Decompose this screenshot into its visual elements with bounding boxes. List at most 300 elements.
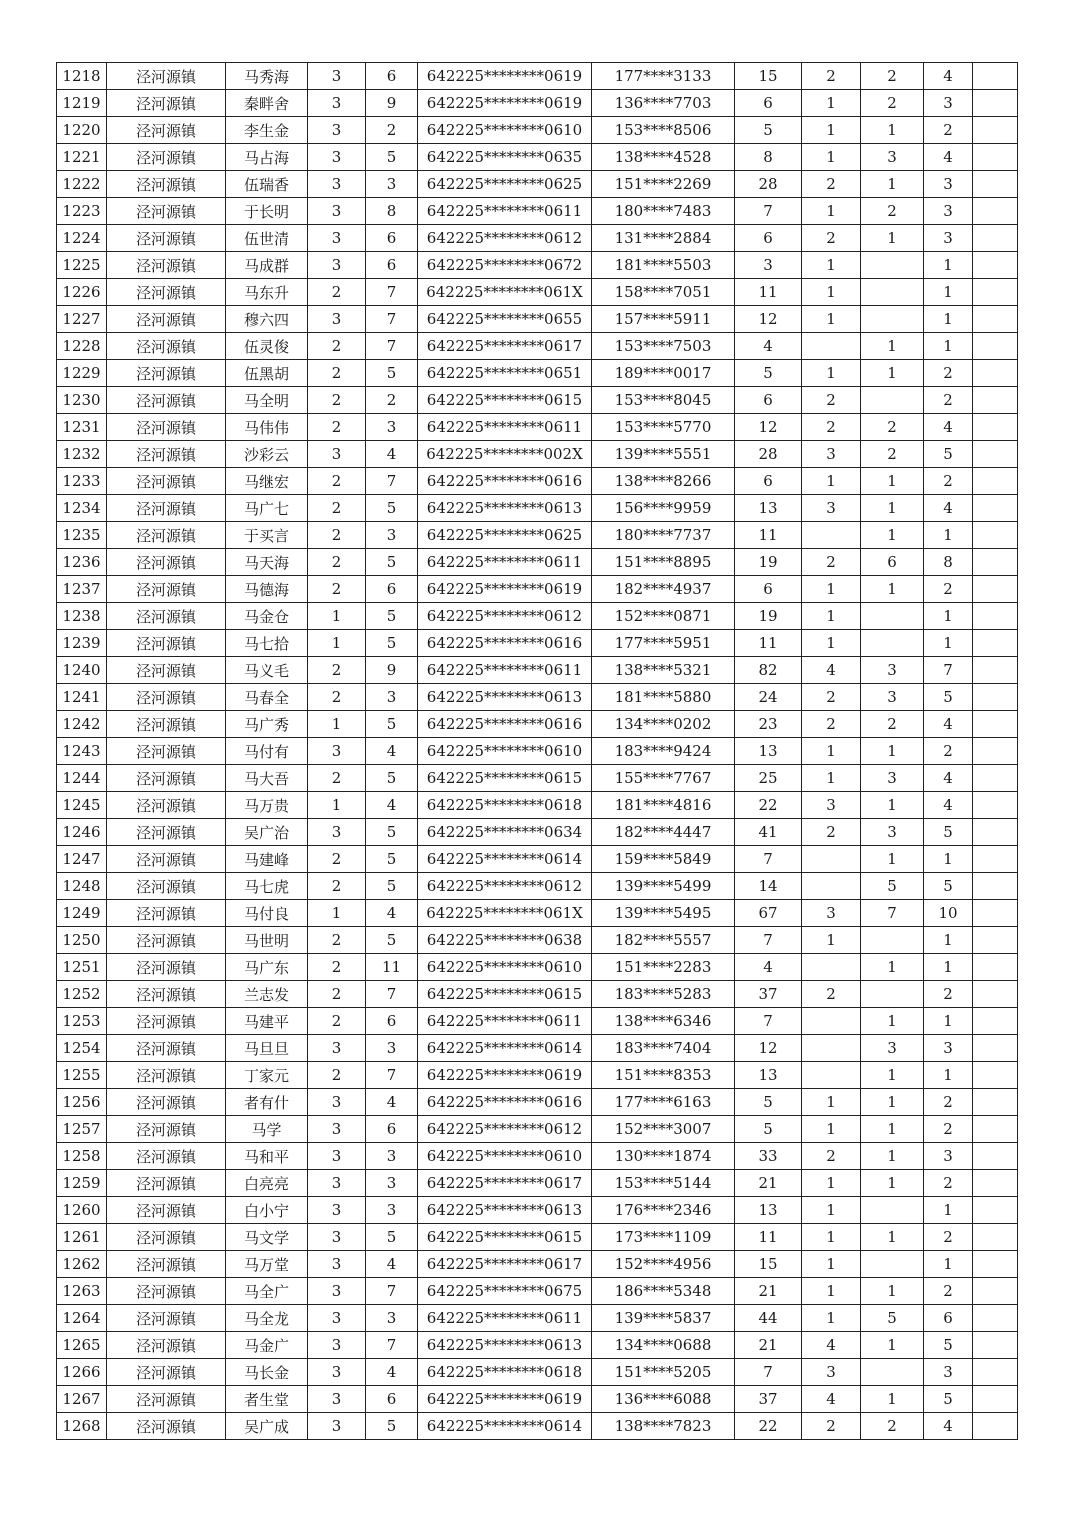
col-c-cell: 13 bbox=[735, 1062, 802, 1089]
col-e-cell: 3 bbox=[861, 765, 924, 792]
col-d-cell bbox=[802, 873, 861, 900]
col-e-cell: 1 bbox=[861, 171, 924, 198]
name-cell: 白小宁 bbox=[226, 1197, 308, 1224]
col-a-cell: 3 bbox=[308, 225, 366, 252]
col-a-cell: 3 bbox=[308, 1035, 366, 1062]
remark-cell bbox=[973, 1116, 1018, 1143]
town-cell: 泾河源镇 bbox=[107, 1224, 226, 1251]
row-number-cell: 1246 bbox=[57, 819, 107, 846]
row-number-cell: 1244 bbox=[57, 765, 107, 792]
col-c-cell: 7 bbox=[735, 927, 802, 954]
col-b-cell: 6 bbox=[366, 225, 418, 252]
id-number-cell: 642225********0613 bbox=[418, 684, 592, 711]
col-e-cell: 2 bbox=[861, 414, 924, 441]
town-cell: 泾河源镇 bbox=[107, 360, 226, 387]
col-f-cell: 1 bbox=[924, 1008, 973, 1035]
col-f-cell: 2 bbox=[924, 1224, 973, 1251]
phone-cell: 151****8353 bbox=[592, 1062, 735, 1089]
col-d-cell bbox=[802, 522, 861, 549]
phone-cell: 134****0688 bbox=[592, 1332, 735, 1359]
row-number-cell: 1220 bbox=[57, 117, 107, 144]
col-e-cell: 1 bbox=[861, 1224, 924, 1251]
col-f-cell: 2 bbox=[924, 981, 973, 1008]
col-f-cell: 5 bbox=[924, 684, 973, 711]
col-c-cell: 5 bbox=[735, 1089, 802, 1116]
remark-cell bbox=[973, 252, 1018, 279]
col-e-cell: 1 bbox=[861, 1278, 924, 1305]
col-f-cell: 1 bbox=[924, 603, 973, 630]
col-d-cell: 3 bbox=[802, 792, 861, 819]
name-cell: 马七拾 bbox=[226, 630, 308, 657]
town-cell: 泾河源镇 bbox=[107, 1332, 226, 1359]
col-c-cell: 21 bbox=[735, 1332, 802, 1359]
id-number-cell: 642225********0615 bbox=[418, 981, 592, 1008]
row-number-cell: 1228 bbox=[57, 333, 107, 360]
col-f-cell: 5 bbox=[924, 441, 973, 468]
remark-cell bbox=[973, 1089, 1018, 1116]
remark-cell bbox=[973, 360, 1018, 387]
phone-cell: 152****3007 bbox=[592, 1116, 735, 1143]
col-d-cell bbox=[802, 1008, 861, 1035]
remark-cell bbox=[973, 63, 1018, 90]
col-a-cell: 3 bbox=[308, 90, 366, 117]
town-cell: 泾河源镇 bbox=[107, 927, 226, 954]
col-d-cell: 2 bbox=[802, 819, 861, 846]
col-a-cell: 2 bbox=[308, 684, 366, 711]
row-number-cell: 1263 bbox=[57, 1278, 107, 1305]
id-number-cell: 642225********0635 bbox=[418, 144, 592, 171]
remark-cell bbox=[973, 1170, 1018, 1197]
phone-cell: 182****4937 bbox=[592, 576, 735, 603]
id-number-cell: 642225********0615 bbox=[418, 765, 592, 792]
col-f-cell: 6 bbox=[924, 1305, 973, 1332]
table-row bbox=[57, 1089, 1018, 1116]
phone-cell: 177****6163 bbox=[592, 1089, 735, 1116]
col-b-cell: 4 bbox=[366, 738, 418, 765]
col-b-cell: 7 bbox=[366, 279, 418, 306]
town-cell: 泾河源镇 bbox=[107, 306, 226, 333]
table-row bbox=[57, 657, 1018, 684]
row-number-cell: 1248 bbox=[57, 873, 107, 900]
row-number-cell: 1250 bbox=[57, 927, 107, 954]
col-e-cell: 1 bbox=[861, 495, 924, 522]
col-a-cell: 2 bbox=[308, 387, 366, 414]
col-a-cell: 2 bbox=[308, 576, 366, 603]
col-a-cell: 3 bbox=[308, 1197, 366, 1224]
col-a-cell: 3 bbox=[308, 252, 366, 279]
town-cell: 泾河源镇 bbox=[107, 711, 226, 738]
table-row bbox=[57, 63, 1018, 90]
col-b-cell: 4 bbox=[366, 792, 418, 819]
id-number-cell: 642225********0638 bbox=[418, 927, 592, 954]
col-f-cell: 5 bbox=[924, 873, 973, 900]
town-cell: 泾河源镇 bbox=[107, 630, 226, 657]
remark-cell bbox=[973, 468, 1018, 495]
col-c-cell: 19 bbox=[735, 603, 802, 630]
name-cell: 马学 bbox=[226, 1116, 308, 1143]
col-d-cell: 2 bbox=[802, 171, 861, 198]
table-row bbox=[57, 117, 1018, 144]
remark-cell bbox=[973, 684, 1018, 711]
col-d-cell: 1 bbox=[802, 117, 861, 144]
row-number-cell: 1267 bbox=[57, 1386, 107, 1413]
col-a-cell: 3 bbox=[308, 441, 366, 468]
phone-cell: 182****4447 bbox=[592, 819, 735, 846]
phone-cell: 181****4816 bbox=[592, 792, 735, 819]
id-number-cell: 642225********0611 bbox=[418, 414, 592, 441]
col-b-cell: 3 bbox=[366, 414, 418, 441]
col-c-cell: 6 bbox=[735, 576, 802, 603]
row-number-cell: 1253 bbox=[57, 1008, 107, 1035]
remark-cell bbox=[973, 1278, 1018, 1305]
table-row bbox=[57, 468, 1018, 495]
remark-cell bbox=[973, 711, 1018, 738]
col-f-cell: 3 bbox=[924, 1035, 973, 1062]
col-b-cell: 4 bbox=[366, 441, 418, 468]
name-cell: 马全龙 bbox=[226, 1305, 308, 1332]
remark-cell bbox=[973, 846, 1018, 873]
col-d-cell: 4 bbox=[802, 657, 861, 684]
col-a-cell: 3 bbox=[308, 1386, 366, 1413]
col-c-cell: 12 bbox=[735, 306, 802, 333]
col-b-cell: 6 bbox=[366, 63, 418, 90]
town-cell: 泾河源镇 bbox=[107, 954, 226, 981]
town-cell: 泾河源镇 bbox=[107, 1413, 226, 1440]
name-cell: 马秀海 bbox=[226, 63, 308, 90]
col-a-cell: 2 bbox=[308, 927, 366, 954]
remark-cell bbox=[973, 198, 1018, 225]
table-row bbox=[57, 225, 1018, 252]
id-number-cell: 642225********0611 bbox=[418, 1305, 592, 1332]
id-number-cell: 642225********0611 bbox=[418, 1008, 592, 1035]
col-a-cell: 3 bbox=[308, 63, 366, 90]
col-c-cell: 6 bbox=[735, 90, 802, 117]
col-c-cell: 13 bbox=[735, 1197, 802, 1224]
col-d-cell: 1 bbox=[802, 1170, 861, 1197]
col-c-cell: 21 bbox=[735, 1170, 802, 1197]
id-number-cell: 642225********0610 bbox=[418, 117, 592, 144]
row-number-cell: 1224 bbox=[57, 225, 107, 252]
col-b-cell: 5 bbox=[366, 495, 418, 522]
col-b-cell: 5 bbox=[366, 846, 418, 873]
col-e-cell: 2 bbox=[861, 1413, 924, 1440]
col-b-cell: 7 bbox=[366, 1278, 418, 1305]
col-c-cell: 15 bbox=[735, 63, 802, 90]
phone-cell: 186****5348 bbox=[592, 1278, 735, 1305]
col-e-cell bbox=[861, 1197, 924, 1224]
col-f-cell: 4 bbox=[924, 63, 973, 90]
remark-cell bbox=[973, 927, 1018, 954]
id-number-cell: 642225********061X bbox=[418, 900, 592, 927]
table-body bbox=[57, 63, 1018, 1440]
col-b-cell: 4 bbox=[366, 1089, 418, 1116]
table-row bbox=[57, 954, 1018, 981]
col-f-cell: 1 bbox=[924, 927, 973, 954]
remark-cell bbox=[973, 522, 1018, 549]
name-cell: 兰志发 bbox=[226, 981, 308, 1008]
id-number-cell: 642225********0619 bbox=[418, 63, 592, 90]
remark-cell bbox=[973, 657, 1018, 684]
col-f-cell: 2 bbox=[924, 360, 973, 387]
col-d-cell: 1 bbox=[802, 1197, 861, 1224]
col-a-cell: 3 bbox=[308, 1305, 366, 1332]
town-cell: 泾河源镇 bbox=[107, 387, 226, 414]
name-cell: 伍黑胡 bbox=[226, 360, 308, 387]
phone-cell: 157****5911 bbox=[592, 306, 735, 333]
remark-cell bbox=[973, 1008, 1018, 1035]
col-b-cell: 6 bbox=[366, 1008, 418, 1035]
table-row bbox=[57, 1278, 1018, 1305]
row-number-cell: 1259 bbox=[57, 1170, 107, 1197]
phone-cell: 139****5551 bbox=[592, 441, 735, 468]
col-f-cell: 5 bbox=[924, 1332, 973, 1359]
col-f-cell: 4 bbox=[924, 414, 973, 441]
town-cell: 泾河源镇 bbox=[107, 522, 226, 549]
col-c-cell: 13 bbox=[735, 495, 802, 522]
col-e-cell: 1 bbox=[861, 225, 924, 252]
id-number-cell: 642225********0655 bbox=[418, 306, 592, 333]
town-cell: 泾河源镇 bbox=[107, 252, 226, 279]
col-a-cell: 3 bbox=[308, 1224, 366, 1251]
col-b-cell: 3 bbox=[366, 684, 418, 711]
col-b-cell: 5 bbox=[366, 765, 418, 792]
col-b-cell: 4 bbox=[366, 900, 418, 927]
col-b-cell: 6 bbox=[366, 1386, 418, 1413]
name-cell: 马万贵 bbox=[226, 792, 308, 819]
row-number-cell: 1235 bbox=[57, 522, 107, 549]
table-row bbox=[57, 603, 1018, 630]
town-cell: 泾河源镇 bbox=[107, 819, 226, 846]
col-b-cell: 7 bbox=[366, 468, 418, 495]
col-b-cell: 7 bbox=[366, 333, 418, 360]
col-a-cell: 3 bbox=[308, 1332, 366, 1359]
col-f-cell: 1 bbox=[924, 630, 973, 657]
col-a-cell: 2 bbox=[308, 279, 366, 306]
remark-cell bbox=[973, 90, 1018, 117]
table-row bbox=[57, 1224, 1018, 1251]
remark-cell bbox=[973, 1224, 1018, 1251]
town-cell: 泾河源镇 bbox=[107, 738, 226, 765]
row-number-cell: 1234 bbox=[57, 495, 107, 522]
col-c-cell: 24 bbox=[735, 684, 802, 711]
phone-cell: 155****7767 bbox=[592, 765, 735, 792]
col-f-cell: 1 bbox=[924, 1251, 973, 1278]
remark-cell bbox=[973, 495, 1018, 522]
col-f-cell: 3 bbox=[924, 225, 973, 252]
col-a-cell: 3 bbox=[308, 306, 366, 333]
table-row bbox=[57, 522, 1018, 549]
col-e-cell bbox=[861, 387, 924, 414]
remark-cell bbox=[973, 117, 1018, 144]
col-a-cell: 2 bbox=[308, 846, 366, 873]
col-f-cell: 4 bbox=[924, 144, 973, 171]
town-cell: 泾河源镇 bbox=[107, 603, 226, 630]
row-number-cell: 1225 bbox=[57, 252, 107, 279]
phone-cell: 139****5495 bbox=[592, 900, 735, 927]
phone-cell: 152****0871 bbox=[592, 603, 735, 630]
col-a-cell: 2 bbox=[308, 657, 366, 684]
col-b-cell: 4 bbox=[366, 1251, 418, 1278]
col-a-cell: 2 bbox=[308, 495, 366, 522]
col-e-cell: 1 bbox=[861, 1143, 924, 1170]
name-cell: 马建峰 bbox=[226, 846, 308, 873]
name-cell: 马万堂 bbox=[226, 1251, 308, 1278]
remark-cell bbox=[973, 603, 1018, 630]
phone-cell: 182****5557 bbox=[592, 927, 735, 954]
table-row bbox=[57, 1251, 1018, 1278]
town-cell: 泾河源镇 bbox=[107, 225, 226, 252]
row-number-cell: 1231 bbox=[57, 414, 107, 441]
col-f-cell: 2 bbox=[924, 1116, 973, 1143]
col-d-cell: 2 bbox=[802, 981, 861, 1008]
id-number-cell: 642225********0612 bbox=[418, 1116, 592, 1143]
col-b-cell: 5 bbox=[366, 927, 418, 954]
id-number-cell: 642225********0616 bbox=[418, 1089, 592, 1116]
row-number-cell: 1245 bbox=[57, 792, 107, 819]
town-cell: 泾河源镇 bbox=[107, 279, 226, 306]
name-cell: 白亮亮 bbox=[226, 1170, 308, 1197]
remark-cell bbox=[973, 981, 1018, 1008]
col-f-cell: 4 bbox=[924, 1413, 973, 1440]
col-e-cell: 1 bbox=[861, 117, 924, 144]
col-f-cell: 1 bbox=[924, 1197, 973, 1224]
row-number-cell: 1232 bbox=[57, 441, 107, 468]
remark-cell bbox=[973, 441, 1018, 468]
col-d-cell: 1 bbox=[802, 765, 861, 792]
col-a-cell: 3 bbox=[308, 1170, 366, 1197]
col-f-cell: 4 bbox=[924, 765, 973, 792]
table-row bbox=[57, 1062, 1018, 1089]
col-f-cell: 2 bbox=[924, 117, 973, 144]
row-number-cell: 1239 bbox=[57, 630, 107, 657]
col-b-cell: 2 bbox=[366, 387, 418, 414]
col-a-cell: 2 bbox=[308, 981, 366, 1008]
col-d-cell: 1 bbox=[802, 1251, 861, 1278]
phone-cell: 181****5503 bbox=[592, 252, 735, 279]
phone-cell: 131****2884 bbox=[592, 225, 735, 252]
table-row bbox=[57, 441, 1018, 468]
col-a-cell: 3 bbox=[308, 117, 366, 144]
town-cell: 泾河源镇 bbox=[107, 90, 226, 117]
phone-cell: 158****7051 bbox=[592, 279, 735, 306]
table-row bbox=[57, 792, 1018, 819]
id-number-cell: 642225********0612 bbox=[418, 873, 592, 900]
id-number-cell: 642225********0610 bbox=[418, 738, 592, 765]
row-number-cell: 1229 bbox=[57, 360, 107, 387]
col-c-cell: 23 bbox=[735, 711, 802, 738]
remark-cell bbox=[973, 1386, 1018, 1413]
col-a-cell: 2 bbox=[308, 522, 366, 549]
id-number-cell: 642225********0615 bbox=[418, 387, 592, 414]
table-row bbox=[57, 1197, 1018, 1224]
phone-cell: 173****1109 bbox=[592, 1224, 735, 1251]
col-c-cell: 13 bbox=[735, 738, 802, 765]
col-d-cell: 2 bbox=[802, 414, 861, 441]
col-e-cell bbox=[861, 279, 924, 306]
col-e-cell bbox=[861, 1359, 924, 1386]
data-table bbox=[56, 62, 1018, 1440]
col-c-cell: 12 bbox=[735, 414, 802, 441]
col-a-cell: 2 bbox=[308, 333, 366, 360]
town-cell: 泾河源镇 bbox=[107, 198, 226, 225]
col-d-cell: 1 bbox=[802, 603, 861, 630]
col-f-cell: 1 bbox=[924, 279, 973, 306]
col-c-cell: 4 bbox=[735, 333, 802, 360]
col-b-cell: 3 bbox=[366, 1170, 418, 1197]
table-row bbox=[57, 495, 1018, 522]
col-a-cell: 2 bbox=[308, 954, 366, 981]
col-f-cell: 2 bbox=[924, 1170, 973, 1197]
row-number-cell: 1249 bbox=[57, 900, 107, 927]
town-cell: 泾河源镇 bbox=[107, 1008, 226, 1035]
table-row bbox=[57, 738, 1018, 765]
col-a-cell: 2 bbox=[308, 549, 366, 576]
col-d-cell: 2 bbox=[802, 387, 861, 414]
col-f-cell: 7 bbox=[924, 657, 973, 684]
name-cell: 马全广 bbox=[226, 1278, 308, 1305]
remark-cell bbox=[973, 171, 1018, 198]
town-cell: 泾河源镇 bbox=[107, 1305, 226, 1332]
col-e-cell: 1 bbox=[861, 792, 924, 819]
table-row bbox=[57, 711, 1018, 738]
col-b-cell: 9 bbox=[366, 90, 418, 117]
row-number-cell: 1257 bbox=[57, 1116, 107, 1143]
col-f-cell: 1 bbox=[924, 846, 973, 873]
col-d-cell: 1 bbox=[802, 306, 861, 333]
id-number-cell: 642225********0617 bbox=[418, 333, 592, 360]
name-cell: 马义毛 bbox=[226, 657, 308, 684]
name-cell: 者有什 bbox=[226, 1089, 308, 1116]
col-c-cell: 5 bbox=[735, 117, 802, 144]
col-f-cell: 4 bbox=[924, 711, 973, 738]
col-e-cell: 1 bbox=[861, 846, 924, 873]
col-f-cell: 3 bbox=[924, 1359, 973, 1386]
phone-cell: 151****5205 bbox=[592, 1359, 735, 1386]
col-c-cell: 21 bbox=[735, 1278, 802, 1305]
col-a-cell: 1 bbox=[308, 603, 366, 630]
col-d-cell: 1 bbox=[802, 279, 861, 306]
remark-cell bbox=[973, 144, 1018, 171]
col-b-cell: 5 bbox=[366, 630, 418, 657]
col-c-cell: 41 bbox=[735, 819, 802, 846]
col-e-cell: 2 bbox=[861, 90, 924, 117]
col-d-cell: 1 bbox=[802, 1278, 861, 1305]
table-row bbox=[57, 1170, 1018, 1197]
col-c-cell: 22 bbox=[735, 792, 802, 819]
col-e-cell: 1 bbox=[861, 1008, 924, 1035]
id-number-cell: 642225********0611 bbox=[418, 549, 592, 576]
phone-cell: 130****1874 bbox=[592, 1143, 735, 1170]
table-row bbox=[57, 360, 1018, 387]
col-d-cell: 2 bbox=[802, 684, 861, 711]
table-row bbox=[57, 1386, 1018, 1413]
phone-cell: 159****5849 bbox=[592, 846, 735, 873]
phone-cell: 180****7737 bbox=[592, 522, 735, 549]
col-e-cell bbox=[861, 306, 924, 333]
table-row bbox=[57, 846, 1018, 873]
col-c-cell: 5 bbox=[735, 360, 802, 387]
remark-cell bbox=[973, 819, 1018, 846]
phone-cell: 183****7404 bbox=[592, 1035, 735, 1062]
col-f-cell: 3 bbox=[924, 171, 973, 198]
name-cell: 马文学 bbox=[226, 1224, 308, 1251]
col-a-cell: 1 bbox=[308, 900, 366, 927]
id-number-cell: 642225********0651 bbox=[418, 360, 592, 387]
col-c-cell: 6 bbox=[735, 387, 802, 414]
col-d-cell: 1 bbox=[802, 738, 861, 765]
name-cell: 伍瑞香 bbox=[226, 171, 308, 198]
table-row bbox=[57, 414, 1018, 441]
